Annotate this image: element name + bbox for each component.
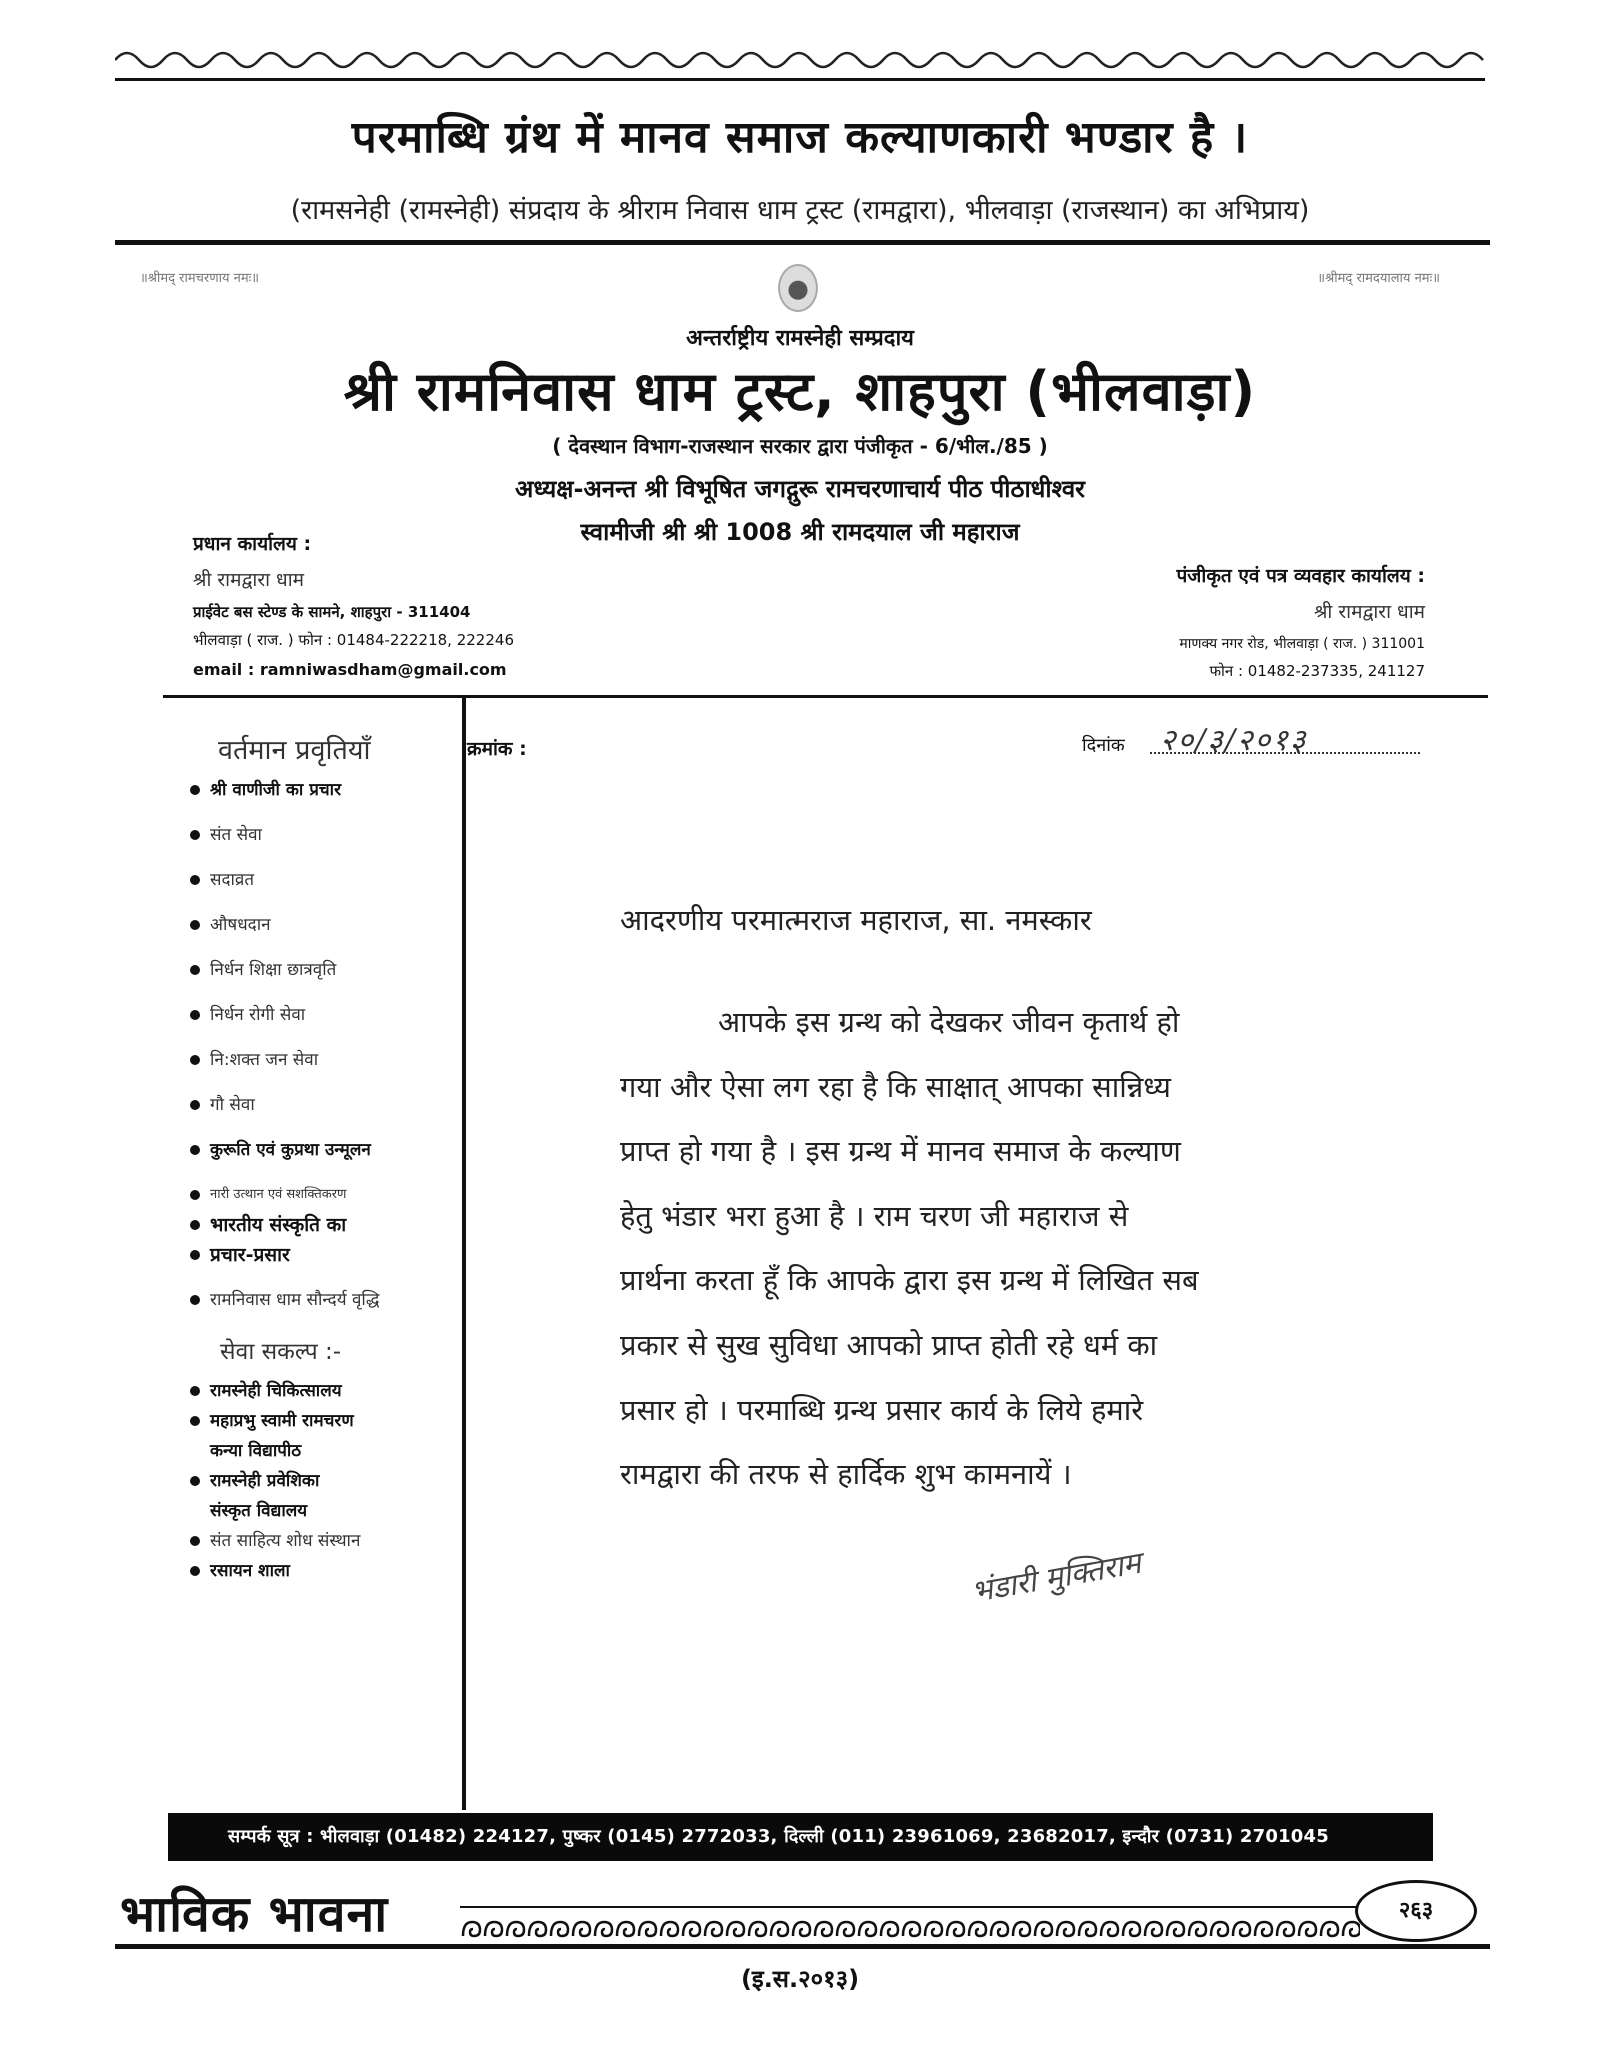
sidebar-item bbox=[190, 1094, 455, 1116]
bullet-icon bbox=[190, 1010, 200, 1020]
bullet-icon bbox=[190, 1566, 200, 1576]
bullet-icon bbox=[190, 1190, 200, 1200]
letter-line: प्रसार हो । परमाब्धि ग्रन्थ प्रसार कार्य के लिये हमारे bbox=[620, 1392, 1144, 1427]
org-registration: ( देवस्थान विभाग-राजस्थान सरकार द्वारा पंजीकृत - 6/भील./85 ) bbox=[552, 434, 1048, 458]
bullet-icon bbox=[190, 830, 200, 840]
sidebar-item bbox=[190, 1530, 455, 1552]
sidebar-item-label: औषधदान bbox=[210, 915, 271, 935]
letter-line: आपके इस ग्रन्थ को देखकर जीवन कृतार्थ हो bbox=[718, 1005, 1180, 1039]
sidebar-item bbox=[190, 1214, 455, 1236]
letter-line: गया और ऐसा लग रहा है कि साक्षात् आपका सान्निध्य bbox=[620, 1069, 1171, 1104]
banner-rule bbox=[115, 240, 1490, 245]
top-rule bbox=[115, 78, 1485, 81]
sidebar-item-label: रामनिवास धाम सौन्दर्य वृद्धि bbox=[210, 1290, 380, 1310]
head-office-email: email : ramniwasdham@gmail.com bbox=[193, 660, 507, 679]
footer-rule bbox=[115, 1944, 1490, 1949]
head-office-phone: भीलवाड़ा ( राज. ) फोन : 01484-222218, 222246 bbox=[193, 631, 514, 649]
sidebar-item bbox=[190, 1139, 455, 1161]
org-name: श्री रामनिवास धाम ट्रस्ट, शाहपुरा (भीलवाड़ा) bbox=[343, 360, 1257, 423]
registered-office-block bbox=[945, 562, 1425, 681]
publication-title: भाविक भावना bbox=[120, 1885, 389, 1943]
bullet-icon bbox=[190, 785, 200, 795]
sidebar-item-label: प्रचार-प्रसार bbox=[210, 1244, 290, 1266]
sidebar-item-label: गौ सेवा bbox=[210, 1095, 255, 1115]
registered-office-name: श्री रामद्वारा धाम bbox=[1313, 601, 1425, 623]
bullet-icon bbox=[190, 1250, 200, 1260]
sidebar-item bbox=[190, 869, 455, 891]
bullet-icon bbox=[190, 1476, 200, 1486]
sidebar-item-label: संत साहित्य शोध संस्थान bbox=[210, 1531, 361, 1551]
sidebar-item-label: नि:शक्त जन सेवा bbox=[210, 1050, 319, 1070]
emblem-icon bbox=[778, 264, 818, 312]
registered-office-phone: फोन : 01482-237335, 241127 bbox=[1209, 662, 1425, 680]
letter-salutation: आदरणीय परमात्मराज महाराज, सा. नमस्कार bbox=[620, 903, 1092, 937]
sidebar-item bbox=[190, 1560, 455, 1582]
column-divider bbox=[462, 697, 466, 1810]
letter-line: हेतु भंडार भरा हुआ है । राम चरण जी महाराज से bbox=[620, 1198, 1129, 1233]
banner-title: परमाब्धि ग्रंथ में मानव समाज कल्याणकारी भण्डार है । bbox=[351, 112, 1249, 163]
sidebar-heading: वर्तमान प्रवृतियाँ bbox=[218, 735, 371, 766]
sidebar-item bbox=[190, 914, 455, 936]
bullet-icon bbox=[190, 1220, 200, 1230]
invocation-right: ॥श्रीमद् रामदयालाय नमः॥ bbox=[1317, 271, 1440, 286]
sidebar-item bbox=[190, 1289, 455, 1311]
handwritten-signature: भंडारी मुक्तिराम bbox=[968, 1545, 1144, 1611]
sidebar-item-label: निर्धन शिक्षा छात्रवृति bbox=[210, 960, 337, 980]
bullet-icon bbox=[190, 1295, 200, 1305]
sidebar-item bbox=[190, 824, 455, 846]
head-office-name: श्री रामद्वारा धाम bbox=[193, 569, 305, 591]
date-label: दिनांक bbox=[1082, 735, 1125, 756]
sidebar-item-label: नारी उत्थान एवं सशक्तिकरण bbox=[210, 1187, 347, 1202]
sidebar-item bbox=[190, 1184, 455, 1206]
sidebar-item-label: रामस्नेही चिकित्सालय bbox=[210, 1381, 342, 1401]
bullet-icon bbox=[190, 1416, 200, 1426]
bullet-icon bbox=[190, 920, 200, 930]
sidebar-item-label: सदाव्रत bbox=[210, 870, 255, 890]
sidebar-item bbox=[190, 1410, 455, 1432]
registered-office-title: पंजीकृत एवं पत्र व्यवहार कार्यालय : bbox=[1176, 565, 1425, 587]
reference-number-label: क्रमांक : bbox=[467, 738, 527, 760]
bullet-icon bbox=[190, 875, 200, 885]
activities-sidebar bbox=[190, 730, 455, 1590]
sidebar-item-label: संत सेवा bbox=[210, 825, 262, 845]
body-top-rule bbox=[163, 695, 1488, 698]
letter-line: प्रकार से सुख सुविधा आपको प्राप्त होती रहे धर्म का bbox=[620, 1327, 1158, 1362]
sidebar-item bbox=[190, 1244, 455, 1266]
sidebar-item-label: निर्धन रोगी सेवा bbox=[210, 1005, 306, 1025]
sidebar-heading-2: सेवा सकल्प :- bbox=[220, 1339, 342, 1365]
sidebar-item bbox=[190, 1470, 455, 1492]
publication-year: (इ.स.२०१३) bbox=[740, 1965, 860, 1993]
registered-office-address: माणक्य नगर रोड, भीलवाड़ा ( राज. ) 311001 bbox=[1179, 636, 1425, 652]
letter-body bbox=[620, 990, 1410, 1507]
page-number-badge: २६३ bbox=[1355, 1880, 1477, 1942]
top-wave-border bbox=[115, 45, 1485, 75]
contact-bar: सम्पर्क सूत्र : भीलवाड़ा (01482) 224127, पुष्कर (0145) 2772033, दिल्ली (011) 23961069, 23682017, इन्दौर (0731) 2701045 bbox=[168, 1813, 1433, 1861]
head-office-address: प्राईवेट बस स्टेण्ड के सामने, शाहपुरा - 311404 bbox=[193, 603, 471, 621]
letter-line: प्राप्त हो गया है । इस ग्रन्थ में मानव समाज के कल्याण bbox=[620, 1134, 1181, 1169]
org-tagline: अन्तर्राष्ट्रीय रामस्नेही सम्प्रदाय bbox=[686, 326, 914, 351]
sidebar-item-label: रसायन शाला bbox=[210, 1561, 290, 1581]
sidebar-item-continued bbox=[190, 1500, 455, 1522]
bullet-icon bbox=[190, 1100, 200, 1110]
sidebar-item-label: भारतीय संस्कृति का bbox=[210, 1214, 347, 1236]
sidebar-item-label: संस्कृत विद्यालय bbox=[210, 1501, 308, 1521]
sidebar-item-label: श्री वाणीजी का प्रचार bbox=[210, 780, 342, 800]
head-office-block bbox=[193, 530, 693, 679]
letter-line: प्रार्थना करता हूँ कि आपके द्वारा इस ग्रन्थ में लिखित सब bbox=[620, 1263, 1199, 1298]
banner-subtitle: (रामसनेही (रामस्नेही) संप्रदाय के श्रीराम निवास धाम ट्रस्ट (रामद्वारा), भीलवाड़ा (राजस्थान) का अभिप्राय) bbox=[290, 195, 1310, 226]
sidebar-item-label: कुरूति एवं कुप्रथा उन्मूलन bbox=[210, 1140, 371, 1160]
org-head-line: अध्यक्ष-अनन्त श्री विभूषित जगद्गुरू रामचरणाचार्य पीठ पीठाधीश्वर bbox=[515, 475, 1085, 503]
head-office-title: प्रधान कार्यालय : bbox=[193, 533, 312, 555]
sidebar-item-label: रामस्नेही प्रवेशिका bbox=[210, 1471, 320, 1491]
sidebar-item bbox=[190, 1049, 455, 1071]
bullet-icon bbox=[190, 965, 200, 975]
sidebar-item-continued bbox=[190, 1440, 455, 1462]
sidebar-item-label: महाप्रभु स्वामी रामचरण bbox=[210, 1411, 354, 1431]
sidebar-item bbox=[190, 779, 455, 801]
letter-line: रामद्वारा की तरफ से हार्दिक शुभ कामनायें । bbox=[620, 1457, 1072, 1492]
sidebar-item bbox=[190, 959, 455, 981]
bullet-icon bbox=[190, 1386, 200, 1396]
org-swami-line: स्वामीजी श्री श्री 1008 श्री रामदयाल जी महाराज bbox=[580, 518, 1020, 546]
bullet-icon bbox=[190, 1055, 200, 1065]
date-value: २०/३/२०१३ bbox=[1160, 723, 1308, 758]
invocation-left: ॥श्रीमद् रामचरणाय नमः॥ bbox=[140, 271, 260, 286]
footer-thin-rule bbox=[460, 1906, 1360, 1908]
sidebar-item bbox=[190, 1380, 455, 1402]
footer-scroll-border bbox=[460, 1912, 1360, 1944]
sidebar-item bbox=[190, 1004, 455, 1026]
bullet-icon bbox=[190, 1536, 200, 1546]
bullet-icon bbox=[190, 1145, 200, 1155]
sidebar-item-label: कन्या विद्यापीठ bbox=[210, 1441, 302, 1461]
